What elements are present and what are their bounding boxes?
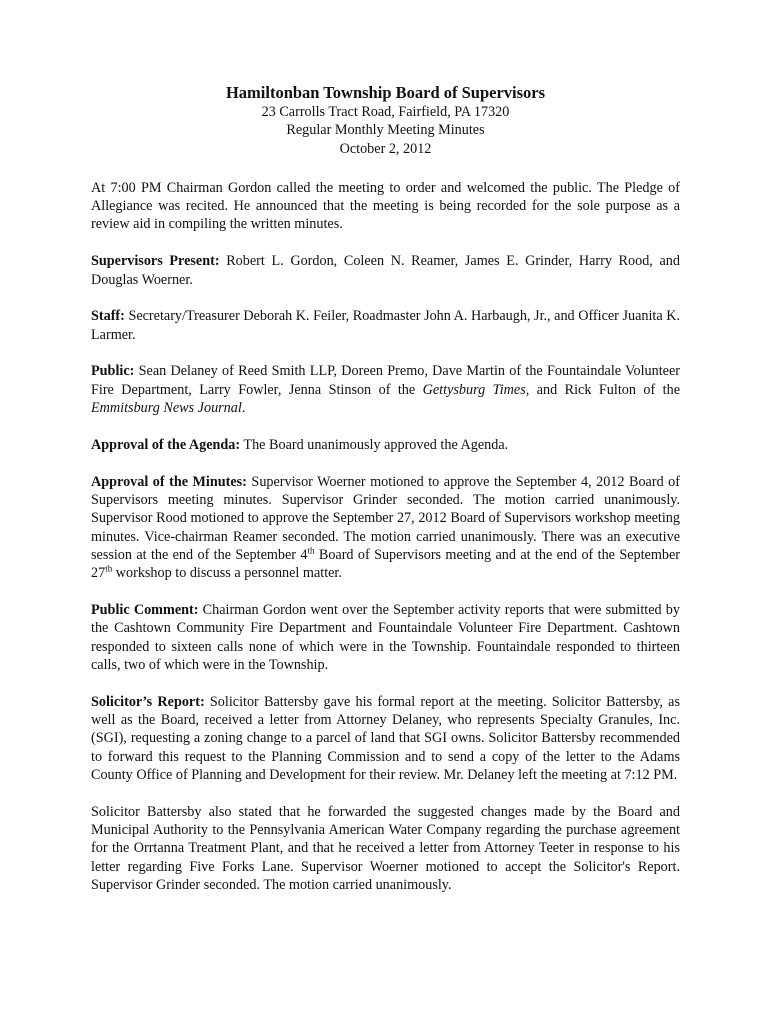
- township-address: 23 Carrolls Tract Road, Fairfield, PA 17320: [261, 104, 510, 120]
- approval-minutes-text: workshop to discuss a personnel matter.: [112, 565, 342, 582]
- meeting-date: October 2, 2012: [339, 140, 432, 157]
- newspaper-name: Emmitsburg News Journal: [91, 400, 242, 417]
- ordinal-suffix: th: [307, 545, 315, 556]
- staff-label: Staff:: [91, 308, 125, 325]
- approval-minutes-text: Supervisor Woerner motioned to approve the September 4, 2012 Board of Supervisors meeting minutes. Supervisor Grinder seconded. The motion carried unanimously. Supervisor Rood motioned to approve the September 27, 2012 Board of Supervisors workshop meeting minutes. Vice-chairman Reamer seconded. The motion carried unanimously. There was an executive session at the end of the September 4: [91, 473, 680, 563]
- staff-paragraph: [91, 307, 680, 344]
- approval-agenda-paragraph: [91, 436, 680, 454]
- newspaper-name: Gettysburg Times: [422, 381, 526, 398]
- supervisors-present-text: Robert L. Gordon, Coleen N. Reamer, James E. Grinder, Harry Rood, and Douglas Woerner.: [91, 253, 680, 288]
- document-subtitle: Regular Monthly Meeting Minutes: [286, 122, 485, 139]
- public-comment-paragraph: [91, 601, 680, 674]
- public-label: Public:: [91, 363, 135, 380]
- supervisors-present-label: Supervisors Present:: [91, 253, 220, 270]
- public-comment-label: Public Comment:: [91, 601, 199, 618]
- public-text: .: [241, 400, 246, 417]
- public-text: Sean Delaney of Reed Smith LLP, Doreen Premo, Dave Martin of the Fountaindale Volunteer Fire Department, Larry Fowler, Jenna Stinson of the: [91, 363, 680, 398]
- public-text: , and Rick Fulton of the: [525, 381, 680, 398]
- approval-minutes-label: Approval of the Minutes:: [91, 473, 247, 490]
- solicitor-report-label: Solicitor’s Report:: [91, 693, 205, 710]
- approval-agenda-label: Approval of the Agenda:: [91, 436, 241, 453]
- supervisors-present-paragraph: [91, 252, 680, 289]
- public-comment-text: Chairman Gordon went over the September activity reports that were submitted by the Cashtown Community Fire Department and Fountaindale Volunteer Fire Department. Cashtown responded to sixteen calls none of which were in the Township. Fountaindale responded to thirteen calls, two of which were in the Township.: [91, 601, 680, 673]
- document-title: Hamiltonban Township Board of Supervisors: [225, 83, 546, 102]
- document-header: [91, 82, 680, 158]
- approval-agenda-text: The Board unanimously approved the Agenda.: [240, 436, 509, 453]
- opening-paragraph: At 7:00 PM Chairman Gordon called the meeting to order and welcomed the public. The Pledge of Allegiance was recited. He announced that the meeting is being recorded for the sole purpose as a review aid in compiling the written minutes.: [91, 179, 680, 233]
- staff-text: Secretary/Treasurer Deborah K. Feiler, Roadmaster John A. Harbaugh, Jr., and Officer Juanita K. Larmer.: [91, 308, 680, 343]
- approval-minutes-paragraph: [91, 473, 680, 583]
- ordinal-suffix: th: [105, 563, 113, 574]
- solicitor-report-paragraph: [91, 693, 680, 784]
- approval-minutes-text: Board of Supervisors meeting and at the end of the September 27: [91, 546, 680, 582]
- solicitor-followup-paragraph: Solicitor Battersby also stated that he forwarded the suggested changes made by the Board and Municipal Authority to the Pennsylvania American Water Company regarding the purchase agreement for the Orrtanna Treatment Plant, and that he received a letter from Attorney Teeter in response to his letter regarding Five Forks Lane. Supervisor Woerner motioned to accept the Solicitor's Report. Supervisor Grinder seconded. The motion carried unanimously.: [91, 803, 680, 893]
- solicitor-report-text: Solicitor Battersby gave his formal report at the meeting. Solicitor Battersby, as well as the Board, received a letter from Attorney Delaney, who represents Specialty Granules, Inc. (SGI), requesting a zoning change to a parcel of land that SGI owns. Solicitor Battersby recommended to forward this request to the Planning Commission and to send a copy of the letter to the Adams County Office of Planning and Development for their review. Mr. Delaney left the meeting at 7:12 PM.: [91, 693, 680, 783]
- public-paragraph: [91, 362, 680, 417]
